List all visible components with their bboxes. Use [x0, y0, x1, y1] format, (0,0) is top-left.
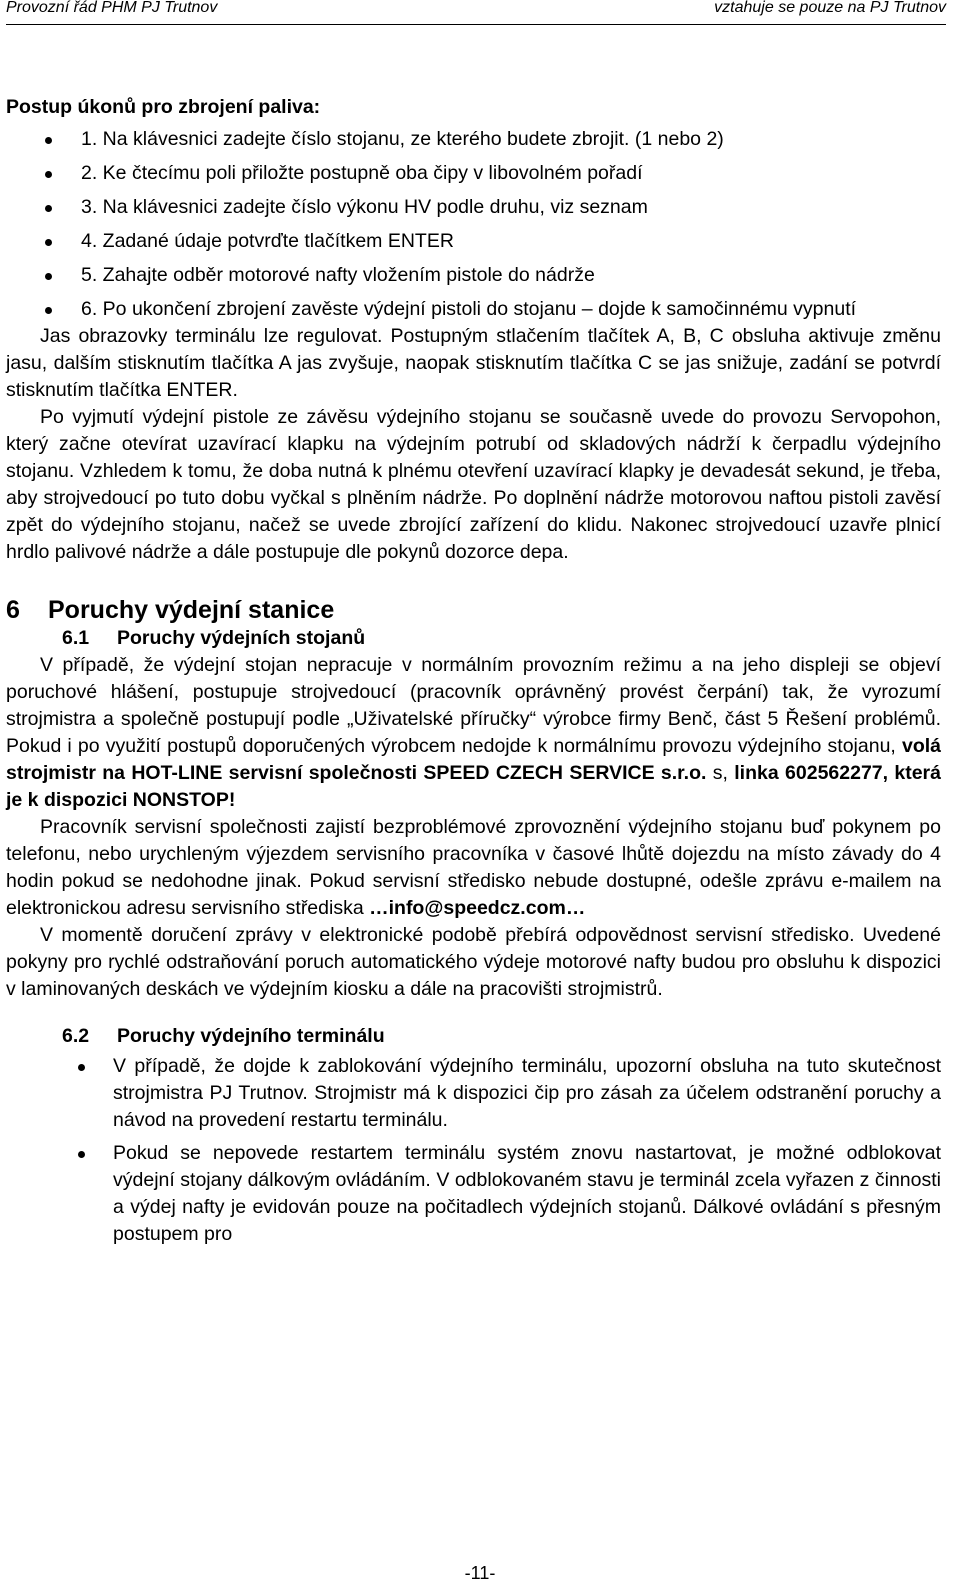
bullet-icon: [45, 239, 52, 246]
bullet-icon: [45, 273, 52, 280]
step-text: 2. Ke čtecímu poli přiložte postupně oba čipy v libovolném pořadí: [81, 162, 643, 184]
bullet-icon: [45, 171, 52, 178]
service-text: Pracovník servisní společnosti zajistí bezproblémové zprovoznění výdejního stojanu buď pokynem po telefonu, nebo urychleným výjezdem servisního pracovníka v časové lhůtě dojezdu na místo závady do 4 hodin pokud se nedohodne jinak. Pokud servisní středisko nebude dostupné, odešle zprávu e-mailem na elektronickou adresu servisního střediska: [6, 816, 941, 919]
subsection-heading-6-2: [62, 1023, 941, 1050]
bullet-text: V případě, že dojde k zablokování výdejního terminálu, upozorní obsluha na tuto skutečnost strojmistra PJ Trutnov. Strojmistr má k dispozici čip pro zásah za účelem odstranění poruchy a návod na provedení restartu terminálu.: [113, 1055, 941, 1131]
list-item: [6, 126, 941, 153]
bullet-icon: [45, 205, 52, 212]
page-header: [6, 0, 946, 25]
chapter-number: 6: [6, 596, 20, 624]
brightness-paragraph: Jas obrazovky terminálu lze regulovat. Postupným stlačením tlačítek A, B, C obsluha aktivuje změnu jasu, dalším stisknutím tlačítka A jas zvyšuje, naopak stisknutím tlačítka C se jas snižuje, zadání se potvrdí stisknutím tlačítka ENTER.: [6, 325, 941, 401]
step-text: 6. Po ukončení zbrojení zavěste výdejní pistoli do stojanu – dojde k samočinnému vypnutí: [81, 298, 857, 320]
chapter-heading: [6, 595, 941, 625]
step-text: 1. Na klávesnici zadejte číslo stojanu, ze kterého budete zbrojit. (1 nebo 2): [81, 128, 724, 150]
service-paragraph: [6, 814, 941, 922]
subsection-heading-6-1: [62, 625, 941, 652]
responsibility-paragraph: V momentě doručení zprávy v elektronické podobě přebírá odpovědnost servisní středisko. Uvedené pokyny pro rychlé odstraňování poruch automatického výdeje motorové nafty budou pro obsluhu k dispozici v laminovaných deskách ve výdejním kiosku a dále na pracovišti strojmistrů.: [6, 924, 941, 1000]
failure-text: V případě, že výdejní stojan nepracuje v normálním provozním režimu a na jeho displeji se objeví poruchové hlášení, postupuje strojvedoucí (pracovník oprávněný provést čerpání) tak, že vyrozumí strojmistra a společně postupují podle „Uživatelské příručky“ výrobce firmy Benč, část 5 Řešení problémů. Pokud i po využití postupů doporučených výrobcem nedojde k normálnímu provozu výdejního stojanu,: [6, 654, 941, 757]
list-item: [6, 1140, 941, 1248]
service-email: …info@speedcz.com…: [369, 897, 586, 919]
bullet-icon: [45, 307, 52, 314]
list-item: [6, 262, 941, 289]
subsection-title: Poruchy výdejních stojanů: [117, 627, 366, 649]
pistol-paragraph: Po vyjmutí výdejní pistole ze závěsu výdejního stojanu se současně uvede do provozu Servopohon, který začne otevírat uzavírací klapku na výdejním potrubí od skladových nádrží k čerpadlu výdejního stojanu. Vzhledem k tomu, že doba nutná k plnému otevření uzavírací klapky je devadesát sekund, je třeba, aby strojvedoucí po tuto dobu vyčkal s plněním nádrže. Po doplnění nádrže motorovou naftou pistoli zavěsí zpět do výdejního stojanu, načež se uvede zbrojící zařízení do klidu. Nakonec strojvedoucí uzavře plnicí hrdlo palivové nádrže a dále postupuje dle pokynů dozorce depa.: [6, 406, 941, 563]
steps-list: [6, 126, 941, 323]
subsection-title: Poruchy výdejního terminálu: [117, 1025, 385, 1047]
header-left-text: Provozní řád PHM PJ Trutnov: [6, 0, 218, 16]
list-item: [6, 228, 941, 255]
bullet-icon: [78, 1151, 85, 1158]
list-item: [6, 160, 941, 187]
chapter-title: Poruchy výdejní stanice: [48, 596, 335, 624]
hotline-suffix: s,: [712, 762, 728, 784]
bullet-text: Pokud se nepovede restartem terminálu systém znovu nastartovat, je možné odblokovat výdejní stojany dálkovým ovládáním. V odblokovaném stavu je terminál zcela vyřazen z činnosti a výdej nafty je evidován pouze na počitadlech výdejních stojanů. Dálkové ovládání s přesným postupem pro: [113, 1142, 941, 1245]
hotline-text: volá strojmistr na HOT-LINE servisní společnosti SPEED CZECH SERVICE s.r.o.: [6, 735, 941, 784]
list-item: [6, 296, 941, 323]
list-item: [6, 1053, 941, 1134]
failure-paragraph: [6, 652, 941, 814]
subsection-number: 6.1: [62, 627, 90, 649]
bullet-icon: [45, 137, 52, 144]
list-item: [6, 194, 941, 221]
document-body: [6, 94, 941, 1254]
page-number: -11-: [464, 1563, 496, 1583]
step-text: 3. Na klávesnici zadejte číslo výkonu HV podle druhu, viz seznam: [81, 196, 648, 218]
hotline-number: linka 602562277, která je k dispozici NONSTOP!: [6, 762, 941, 811]
terminal-bullets: [6, 1053, 941, 1248]
bullet-icon: [78, 1064, 85, 1071]
section-title: Postup úkonů pro zbrojení paliva:: [6, 96, 321, 118]
header-right-text: vztahuje se pouze na PJ Trutnov: [714, 0, 946, 16]
step-text: 4. Zadané údaje potvrďte tlačítkem ENTER: [81, 230, 454, 252]
subsection-number: 6.2: [62, 1025, 90, 1047]
step-text: 5. Zahajte odběr motorové nafty vložením pistole do nádrže: [81, 264, 595, 286]
